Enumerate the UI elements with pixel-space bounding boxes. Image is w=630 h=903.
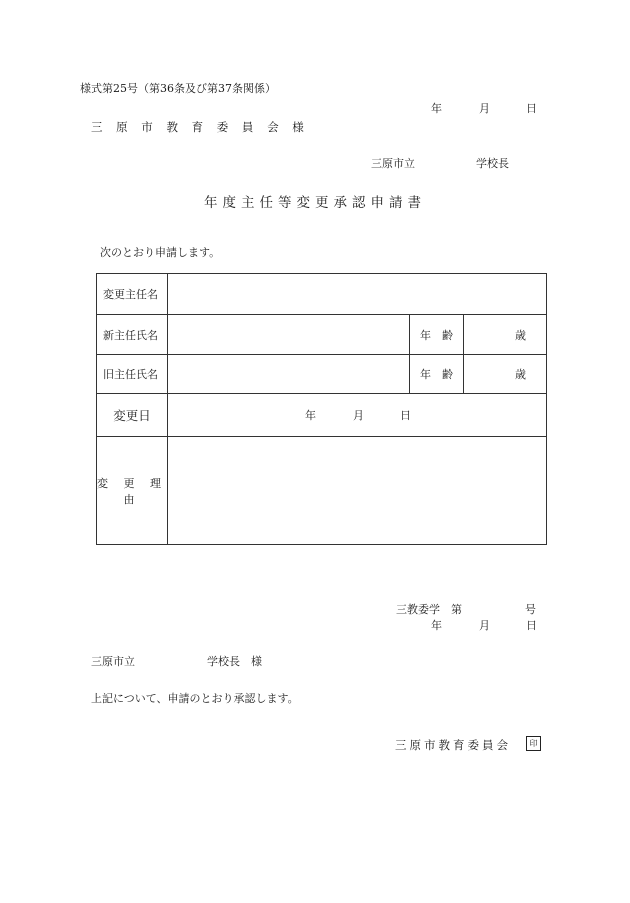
new-age-label: 年 齢 (410, 315, 464, 355)
table-row (97, 437, 547, 545)
table-row (97, 355, 547, 394)
form-number: 様式第25号（第36条及び第37条関係） (80, 82, 276, 95)
applicant-city: 三原市立 (371, 157, 415, 170)
table-row (97, 315, 547, 355)
date-year-label: 年 (431, 102, 442, 115)
age-unit: 歳 (515, 368, 527, 381)
change-date-year: 年 (305, 409, 316, 422)
approval-number-suffix: 号 (525, 603, 536, 616)
application-table (96, 273, 547, 545)
new-name-field[interactable] (168, 315, 410, 355)
recipient-city: 三原市立 (91, 655, 135, 668)
old-name-label: 旧主任氏名 (97, 355, 168, 394)
recipient-title: 学校長 様 (207, 655, 262, 668)
changed-position-field[interactable] (168, 274, 547, 315)
table-row (97, 274, 547, 315)
old-age-label: 年 齢 (410, 355, 464, 394)
changed-position-label: 変更主任名 (97, 274, 168, 315)
seal-stamp-icon: 印 (526, 736, 541, 751)
new-age-field[interactable] (464, 315, 547, 355)
change-date-day: 日 (400, 409, 411, 422)
date-month-label: 月 (479, 102, 490, 115)
addressee: 三 原 市 教 育 委 員 会 様 (91, 120, 309, 134)
approval-text: 上記について、申請のとおり承認します。 (91, 692, 299, 705)
approval-number-prefix: 三教委学 第 (396, 603, 462, 616)
approval-day: 日 (526, 619, 537, 632)
page-title: 年度主任等変更承認申請書 (204, 195, 426, 211)
age-unit: 歳 (515, 328, 527, 342)
table-row (97, 394, 547, 437)
approval-year: 年 (431, 619, 442, 632)
intro-text: 次のとおり申請します。 (100, 246, 221, 259)
approval-month: 月 (479, 619, 490, 632)
change-date-field[interactable] (168, 394, 547, 437)
applicant-title: 学校長 (476, 157, 509, 170)
change-date-month: 月 (353, 409, 364, 422)
old-age-field[interactable] (464, 355, 547, 394)
change-date-label: 変更日 (97, 394, 168, 437)
reason-label: 変 更 理 由 (97, 437, 168, 545)
old-name-field[interactable] (168, 355, 410, 394)
reason-field[interactable] (168, 437, 547, 545)
issuer: 三原市教育委員会 (395, 738, 511, 752)
date-day-label: 日 (526, 102, 537, 115)
new-name-label: 新主任氏名 (97, 315, 168, 355)
